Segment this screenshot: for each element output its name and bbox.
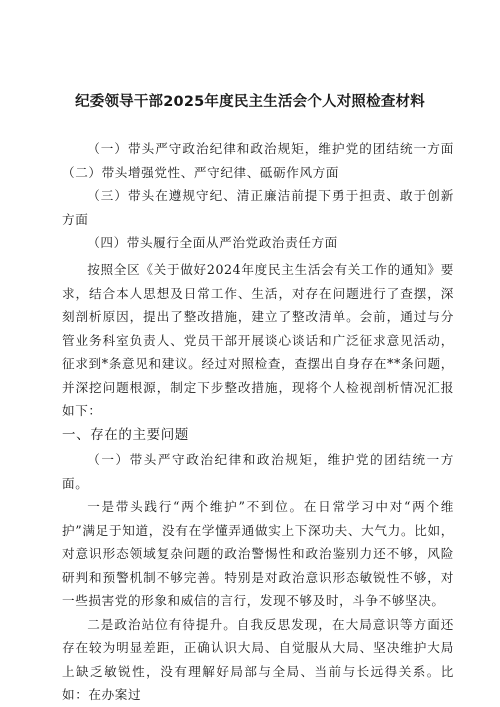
section-heading: 一、存在的主要问题: [62, 426, 189, 443]
document-body: [62, 258, 454, 707]
document-title: 纪委领导干部2025年度民主生活会个人对照检查材料: [75, 94, 425, 110]
intro-paragraph: 按照全区《关于做好2024年度民主生活会有关工作的通知》要求，结合本人思想及日常工作、生活，对存在问题进行了查摆，深刻剖析原因，提出了整改措施，建立了整改清单。会前，通过与分管业务科室负责人、党员干部开展谈心谈话和广泛征求意见活动，征求到*条意见和建议。经过对照检查，查摆出自身存在**条问题，并深挖问题根源，制定下步整改措施，现将个人检视剖析情况汇报如下：: [62, 262, 454, 418]
body-paragraph-2: 二是政治站位有待提升。自我反思发现，在大局意识等方面还存在较为明显差距，正确认识大局、自觉服从大局、坚决维护大局上缺乏敏锐性，没有理解好局部与全局、当前与长远得关系。比如：在办案过: [62, 616, 454, 702]
outline-item-1: （一）带头严守政治纪律和政治规矩，维护党的团结统一方面（二）带头增强党性、严守纪律、砥砺作风方面: [62, 141, 454, 180]
outline-list: [62, 137, 454, 255]
subsection-heading: （一）带头严守政治纪律和政治规矩，维护党的团结统一方面。: [62, 452, 454, 491]
body-paragraph-1: 一是带头践行“两个维护”不到位。在日常学习中对“两个维护”满足于知道，没有在学懂弄通做实上下深功夫、大气力。比如，对意识形态领域复杂问题的政治警惕性和政治鉴别力还不够，风险研判和预警机制不够完善。特别是对政治意识形态敏锐性不够，对一些损害党的形象和威信的言行，发现不够及时，斗争不够坚决。: [62, 499, 454, 608]
outline-item-3: （四）带头履行全面从严治党政治责任方面: [87, 235, 338, 250]
outline-item-2: （三）带头在遵规守纪、清正廉洁前提下勇于担责、敢于创新方面: [62, 188, 454, 227]
